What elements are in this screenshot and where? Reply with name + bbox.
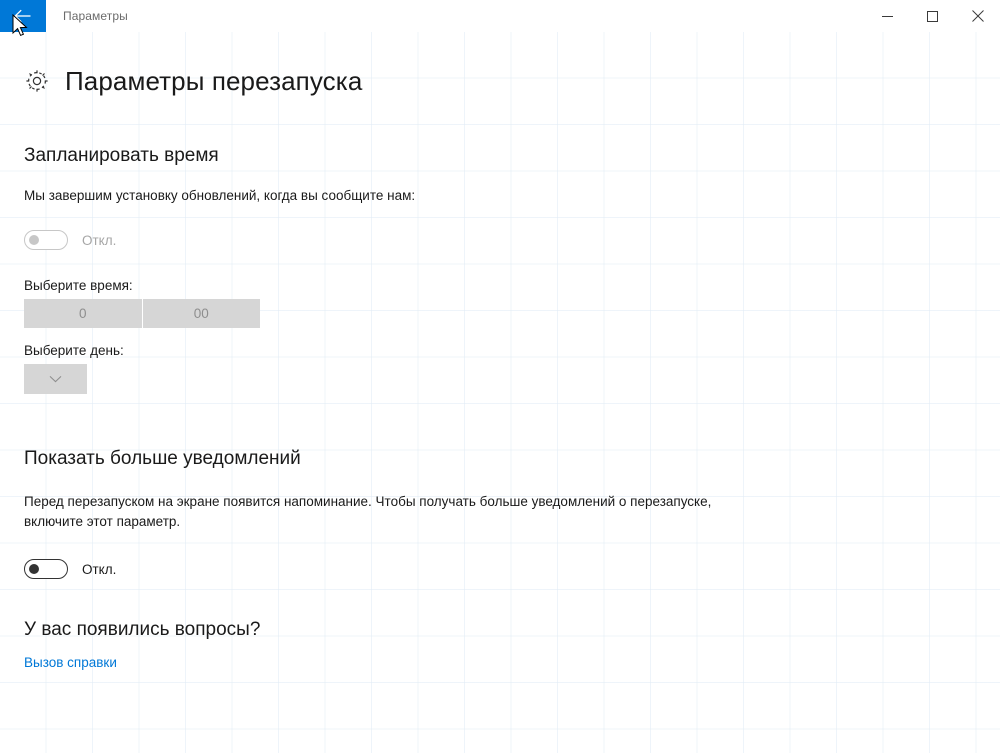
toggle-knob-icon — [29, 564, 39, 574]
notifications-heading: Показать больше уведомлений — [24, 448, 301, 470]
day-label: Выберите день: — [24, 343, 124, 359]
notifications-toggle-state: Откл. — [82, 561, 117, 577]
gear-icon — [24, 68, 50, 94]
notifications-toggle-row[interactable] — [24, 559, 976, 579]
time-label: Выберите время: — [24, 278, 133, 294]
settings-page — [0, 32, 1000, 753]
maximize-button[interactable] — [910, 0, 955, 32]
back-arrow-icon — [13, 9, 33, 23]
page-title: Параметры перезапуска — [65, 66, 363, 97]
time-picker[interactable] — [24, 299, 260, 328]
schedule-toggle[interactable] — [24, 230, 68, 250]
minimize-icon — [882, 11, 893, 22]
toggle-knob-icon — [29, 235, 39, 245]
help-link[interactable]: Вызов справки — [24, 654, 117, 670]
notifications-toggle[interactable] — [24, 559, 68, 579]
window-title: Параметры — [63, 9, 128, 23]
minutes-input[interactable]: 00 — [193, 306, 209, 322]
close-button[interactable] — [955, 0, 1000, 32]
page-content — [0, 145, 1000, 672]
page-header — [0, 32, 1000, 112]
schedule-description: Мы завершим установку обновлений, когда вы сообщите нам: — [24, 187, 416, 203]
window-titlebar — [0, 0, 1000, 33]
schedule-heading: Запланировать время — [24, 144, 219, 166]
notifications-description: Перед перезапуском на экране появится напоминание. Чтобы получать больше уведомлений о перезапуске, включите этот параметр. — [24, 493, 712, 529]
help-heading: У вас появились вопросы? — [24, 619, 261, 641]
minimize-button[interactable] — [865, 0, 910, 32]
schedule-toggle-state: Откл. — [82, 232, 117, 248]
chevron-down-icon — [49, 375, 62, 383]
back-button[interactable] — [0, 0, 46, 32]
close-icon — [972, 10, 984, 22]
maximize-icon — [927, 11, 938, 22]
hours-input[interactable]: 0 — [78, 306, 87, 322]
window-controls — [865, 0, 1000, 32]
day-dropdown[interactable] — [24, 364, 87, 394]
schedule-toggle-row[interactable] — [24, 230, 976, 250]
